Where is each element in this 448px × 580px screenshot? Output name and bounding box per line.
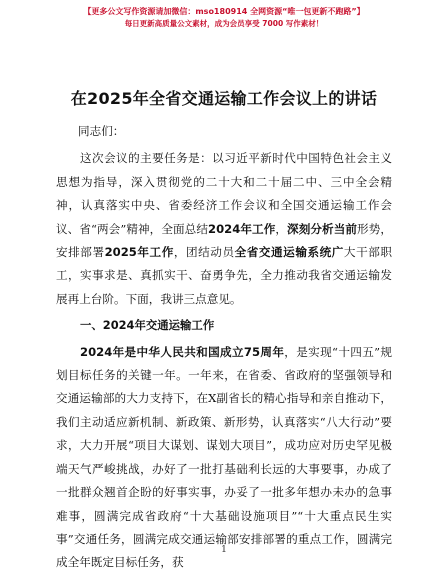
intro-text-4: ，团结动员: [173, 245, 235, 260]
intro-text-3: 形势，安排部署: [56, 221, 392, 260]
intro-text-5: 大干部职工，实事求是、真抓实干、奋勇争先，全力推动我省交通运输发展再上台阶。下面，我讲三点意见。: [56, 245, 392, 306]
page-number: 1: [221, 545, 227, 555]
intro-paragraph: [56, 147, 392, 311]
promo-banner-line-1: 【更多公文写作资源请加微信：mso180914 全网资源“唯一包更新不跑路”】: [83, 7, 365, 16]
section1-bold-1: 2024年是中华人民共和国成立75周年: [80, 344, 285, 359]
document-title: 在2025年全省交通运输工作会议上的讲话: [70, 89, 378, 108]
intro-bold-3: 2025年工作: [104, 245, 174, 260]
intro-text-2: ，: [275, 221, 288, 236]
section1-paragraph: [56, 341, 392, 575]
intro-bold-2: 深刻分析当前: [287, 221, 358, 236]
section1-text-1: ，是实现“十四五”规划目标任务的关键一年。一年来，在省委、省政府的坚强领导和交通运输部的大力支持下，在X副省长的精心指导和亲自推动下，我们主动适应新机制、新政策、新形势，认真落实“八大行动”要求，大力开展“项目大谋划、谋划大项目”，成功应对历史罕见极端天气严峻挑战，办好了一批打基础利长远的大事要事，办成了一批群众翘首企盼的好事实事，办妥了一批多年想办未办的急事难事，圆满完成省政府“十大基础设施项目”“十大重点民生实事”交通任务，圆满完成交通运输部安排部署的重点工作，圆满完成全年既定目标任务，获: [56, 344, 393, 570]
intro-bold-4: 全省交通运输系统广: [234, 245, 344, 260]
promo-banner-line-2: 每日更新高质量公文素材，成为会员享受 7000 写作素材！: [124, 19, 324, 28]
intro-bold-1: 2024年工作: [208, 221, 276, 236]
section-heading-1: 一、2024年交通运输工作: [80, 318, 215, 333]
document-body: [56, 120, 392, 575]
promo-banner: [0, 6, 448, 30]
intro-text-1: 这次会议的主要任务是：以习近平新时代中国特色社会主义思想为指导，深入贯彻党的二十大和二十届二中、三中全会精神，认真落实中央、省委经济工作会议和全国交通运输工作会议、省“两会”精神，全面总结: [56, 151, 392, 236]
salutation: 同志们：: [78, 124, 125, 138]
